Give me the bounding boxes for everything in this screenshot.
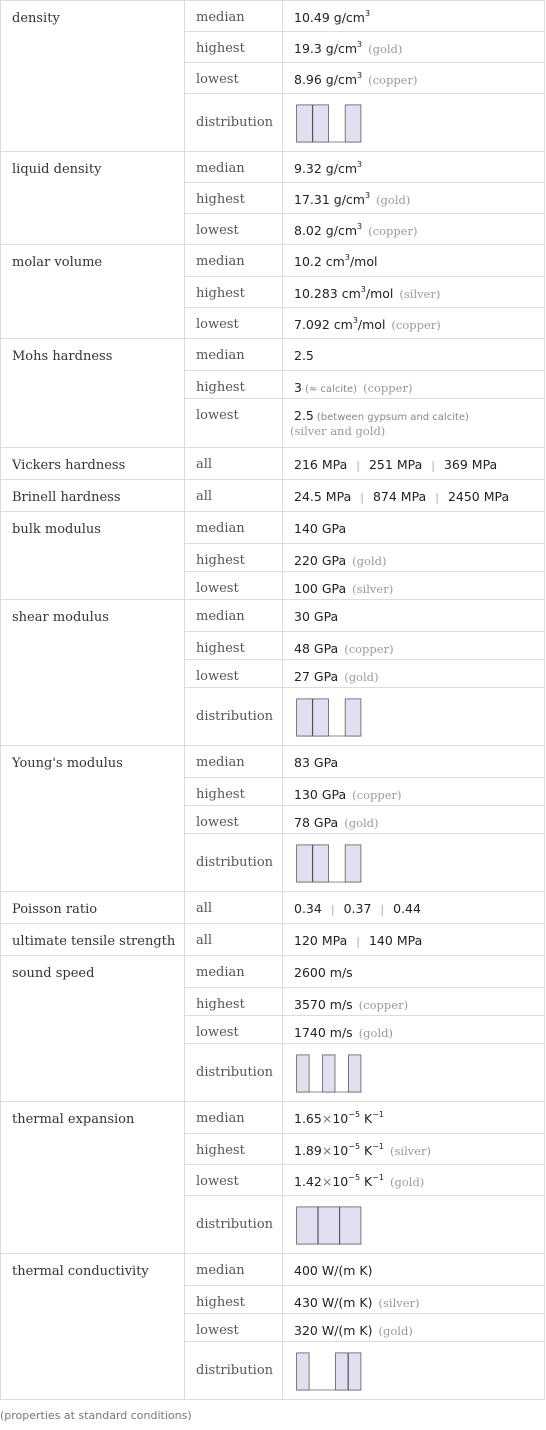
- value-item: 251 MPa: [368, 457, 423, 472]
- property-name: density: [1, 1, 185, 152]
- value-cell: [283, 371, 545, 399]
- stat-value: 400 W/(m K): [294, 1263, 373, 1278]
- element-note: (copper): [363, 381, 413, 395]
- table-row: [1, 956, 545, 988]
- value-cell: [283, 214, 545, 245]
- stat-value: $1.65\times 10^{-5}$ $K^{-1}$: [294, 1110, 384, 1126]
- element-note: (silver): [352, 582, 394, 596]
- stat-value: 2600 m/s: [294, 965, 353, 980]
- value-cell: [283, 1, 545, 32]
- stat-label: highest: [185, 183, 283, 214]
- stat-value: 140 GPa: [294, 521, 347, 536]
- element-note: (gold): [358, 1026, 393, 1040]
- value-cell: [283, 94, 545, 152]
- stat-value: 320 W/(m K): [294, 1323, 373, 1338]
- value-cell: [283, 63, 545, 94]
- property-name: Poisson ratio: [1, 892, 185, 924]
- stat-label: distribution: [185, 1342, 283, 1400]
- property-name: thermal expansion: [1, 1102, 185, 1254]
- stat-label: lowest: [185, 63, 283, 94]
- stat-label: median: [185, 600, 283, 632]
- value-cell: [283, 892, 545, 924]
- value-cell: [283, 600, 545, 632]
- histogram-bar: [335, 1352, 347, 1389]
- value-cell: [283, 512, 545, 544]
- value-cell: [283, 806, 545, 834]
- stat-label: median: [185, 1, 283, 32]
- histogram-bar: [323, 1054, 335, 1091]
- element-note: (copper): [368, 224, 418, 238]
- property-name: liquid density: [1, 152, 185, 245]
- distribution-histogram: [294, 1053, 364, 1093]
- value-cell: [283, 834, 545, 892]
- table-row: [1, 924, 545, 956]
- stat-label: median: [185, 152, 283, 183]
- element-note: (gold): [344, 670, 379, 684]
- property-name: Mohs hardness: [1, 339, 185, 448]
- stat-label: lowest: [185, 1165, 283, 1196]
- histogram-bar: [348, 1054, 360, 1091]
- stat-label: highest: [185, 632, 283, 660]
- property-name: Young's modulus: [1, 746, 185, 892]
- histogram-bar: [345, 844, 361, 881]
- histogram-bar: [297, 1054, 309, 1091]
- value-cell: [283, 183, 545, 214]
- property-name: Brinell hardness: [1, 480, 185, 512]
- value-cell: [283, 778, 545, 806]
- value-cell: [283, 544, 545, 572]
- value-cell: [283, 688, 545, 746]
- stat-value: 8.96 $g/cm^3$: [294, 71, 363, 87]
- value-cell: [283, 1044, 545, 1102]
- table-row: [1, 152, 545, 183]
- histogram-bar: [313, 844, 329, 881]
- histogram-bar: [297, 104, 313, 141]
- stat-value: 10.2 $cm^3$/mol: [294, 253, 378, 269]
- value-cell: [283, 245, 545, 277]
- stat-value: 220 GPa: [294, 553, 347, 568]
- separator: |: [360, 491, 364, 504]
- value-cell: [283, 1134, 545, 1165]
- property-name: ultimate tensile strength: [1, 924, 185, 956]
- value-cell: [283, 308, 545, 339]
- stat-value: 10.49 $g/cm^3$: [294, 9, 371, 25]
- value-cell: [283, 1314, 545, 1342]
- separator: |: [356, 459, 360, 472]
- stat-label: highest: [185, 988, 283, 1016]
- distribution-histogram: [294, 1351, 364, 1391]
- stat-label: median: [185, 245, 283, 277]
- value-item: 2450 MPa: [447, 489, 510, 504]
- stat-value: 2.5: [294, 348, 314, 363]
- stat-label: distribution: [185, 94, 283, 152]
- property-name: Vickers hardness: [1, 448, 185, 480]
- value-cell: [283, 277, 545, 308]
- value-cell: [283, 924, 545, 956]
- stat-value: 27 GPa: [294, 669, 339, 684]
- value-item: 369 MPa: [443, 457, 498, 472]
- histogram-bar: [313, 104, 329, 141]
- distribution-histogram: [294, 103, 364, 143]
- property-name: molar volume: [1, 245, 185, 339]
- value-cell: [283, 480, 545, 512]
- stat-value: 3570 m/s: [294, 997, 353, 1012]
- value-cell: [283, 448, 545, 480]
- table-row: [1, 339, 545, 371]
- value-item: 0.34: [294, 901, 322, 916]
- value-cell: [283, 1165, 545, 1196]
- stat-value: 8.02 $g/cm^3$: [294, 222, 363, 238]
- element-note: (gold): [352, 554, 387, 568]
- stat-label: median: [185, 512, 283, 544]
- stat-value: 48 GPa: [294, 641, 339, 656]
- stat-label: distribution: [185, 1196, 283, 1254]
- table-row: [1, 1102, 545, 1134]
- value-item: 0.44: [393, 901, 421, 916]
- value-cell: [283, 152, 545, 183]
- element-note: (silver and gold): [290, 424, 386, 438]
- stat-value: 3: [294, 380, 302, 395]
- histogram-bar: [297, 844, 313, 881]
- stat-label: highest: [185, 1286, 283, 1314]
- stat-label: distribution: [185, 1044, 283, 1102]
- table-row: [1, 245, 545, 277]
- separator: |: [356, 935, 360, 948]
- element-note: (gold): [378, 1324, 413, 1338]
- stat-value: 9.32 $g/cm^3$: [294, 160, 363, 176]
- distribution-histogram: [294, 697, 364, 737]
- value-item: 0.37: [343, 901, 372, 916]
- stat-label: lowest: [185, 660, 283, 688]
- approx-note: (between gypsum and calcite): [316, 412, 469, 423]
- stat-label: highest: [185, 277, 283, 308]
- element-note: (gold): [368, 42, 403, 56]
- element-note: (silver): [378, 1296, 420, 1310]
- value-cell: [283, 988, 545, 1016]
- stat-label: lowest: [185, 399, 283, 448]
- stat-value: $1.89\times 10^{-5}$ $K^{-1}$: [294, 1142, 384, 1158]
- stat-label: median: [185, 1254, 283, 1286]
- stat-label: highest: [185, 371, 283, 399]
- value-item: 216 MPa: [294, 457, 348, 472]
- value-cell: [283, 632, 545, 660]
- property-name: sound speed: [1, 956, 185, 1102]
- stat-value: 30 GPa: [294, 609, 339, 624]
- value-cell: [283, 572, 545, 600]
- value-item: 140 MPa: [368, 933, 423, 948]
- stat-value: 7.092 $cm^3$/mol: [294, 316, 386, 332]
- stat-label: lowest: [185, 806, 283, 834]
- distribution-histogram: [294, 843, 364, 883]
- stat-label: highest: [185, 32, 283, 63]
- stat-value: 19.3 $g/cm^3$: [294, 40, 363, 56]
- stat-label: distribution: [185, 688, 283, 746]
- histogram-bar: [313, 698, 329, 735]
- stat-label: lowest: [185, 1016, 283, 1044]
- table-row: [1, 600, 545, 632]
- value-cell: [283, 32, 545, 63]
- value-cell: [283, 1286, 545, 1314]
- stat-value: 2.5: [294, 408, 314, 423]
- element-note: (copper): [391, 318, 441, 332]
- histogram-bar: [318, 1206, 339, 1243]
- stat-value: 78 GPa: [294, 815, 339, 830]
- histogram-bar: [297, 698, 313, 735]
- separator: |: [435, 491, 439, 504]
- table-row: [1, 480, 545, 512]
- stat-label: median: [185, 746, 283, 778]
- histogram-bar: [340, 1206, 361, 1243]
- separator: |: [380, 903, 385, 916]
- histogram-bar: [297, 1206, 318, 1243]
- stat-value: $1.42\times 10^{-5}$ $K^{-1}$: [294, 1173, 384, 1189]
- value-cell: [283, 956, 545, 988]
- stat-value: 100 GPa: [294, 581, 347, 596]
- stat-label: median: [185, 339, 283, 371]
- value-cell: [283, 1196, 545, 1254]
- stat-value: 17.31 $g/cm^3$: [294, 191, 371, 207]
- approx-note: (≈ calcite): [304, 384, 358, 395]
- histogram-bar: [345, 698, 361, 735]
- property-name: shear modulus: [1, 600, 185, 746]
- stat-value: 83 GPa: [294, 755, 339, 770]
- element-note: (gold): [344, 816, 379, 830]
- table-row: [1, 448, 545, 480]
- footer-note: (properties at standard conditions): [0, 1409, 192, 1422]
- separator: |: [330, 903, 335, 916]
- element-note: (copper): [352, 788, 402, 802]
- value-cell: [283, 1016, 545, 1044]
- stat-value: 430 W/(m K): [294, 1295, 373, 1310]
- stat-label: distribution: [185, 834, 283, 892]
- stat-label: lowest: [185, 572, 283, 600]
- stat-label: lowest: [185, 1314, 283, 1342]
- stat-value: 1740 m/s: [294, 1025, 353, 1040]
- stat-label: lowest: [185, 214, 283, 245]
- stat-label: highest: [185, 1134, 283, 1165]
- table-row: [1, 1, 545, 32]
- stat-label: highest: [185, 544, 283, 572]
- value-cell: [283, 746, 545, 778]
- distribution-histogram: [294, 1205, 364, 1245]
- property-name: bulk modulus: [1, 512, 185, 600]
- stat-label: all: [185, 448, 283, 480]
- table-row: [1, 512, 545, 544]
- element-note: (gold): [376, 193, 411, 207]
- separator: |: [431, 459, 435, 472]
- stat-value: 130 GPa: [294, 787, 347, 802]
- element-note: (gold): [390, 1175, 425, 1189]
- value-cell: [283, 660, 545, 688]
- element-note: (silver): [399, 287, 441, 301]
- value-cell: [283, 339, 545, 371]
- value-item: 874 MPa: [372, 489, 427, 504]
- stat-label: all: [185, 892, 283, 924]
- value-item: 120 MPa: [294, 933, 348, 948]
- table-row: [1, 1254, 545, 1286]
- histogram-bar: [348, 1352, 360, 1389]
- stat-label: all: [185, 480, 283, 512]
- element-note: (silver): [390, 1144, 432, 1158]
- stat-value: 10.283 $cm^3$/mol: [294, 285, 394, 301]
- table-row: [1, 746, 545, 778]
- stat-label: lowest: [185, 308, 283, 339]
- table-row: [1, 892, 545, 924]
- histogram-bar: [345, 104, 361, 141]
- value-cell: [283, 1254, 545, 1286]
- stat-label: all: [185, 924, 283, 956]
- element-note: (copper): [358, 998, 409, 1012]
- stat-label: median: [185, 1102, 283, 1134]
- element-note: (copper): [344, 642, 394, 656]
- histogram-bar: [297, 1352, 309, 1389]
- stat-label: highest: [185, 778, 283, 806]
- value-cell: [283, 1102, 545, 1134]
- value-item: 24.5 MPa: [294, 489, 352, 504]
- property-name: thermal conductivity: [1, 1254, 185, 1400]
- value-cell: [283, 1342, 545, 1400]
- stat-label: median: [185, 956, 283, 988]
- value-cell: [283, 399, 545, 448]
- element-note: (copper): [368, 73, 418, 87]
